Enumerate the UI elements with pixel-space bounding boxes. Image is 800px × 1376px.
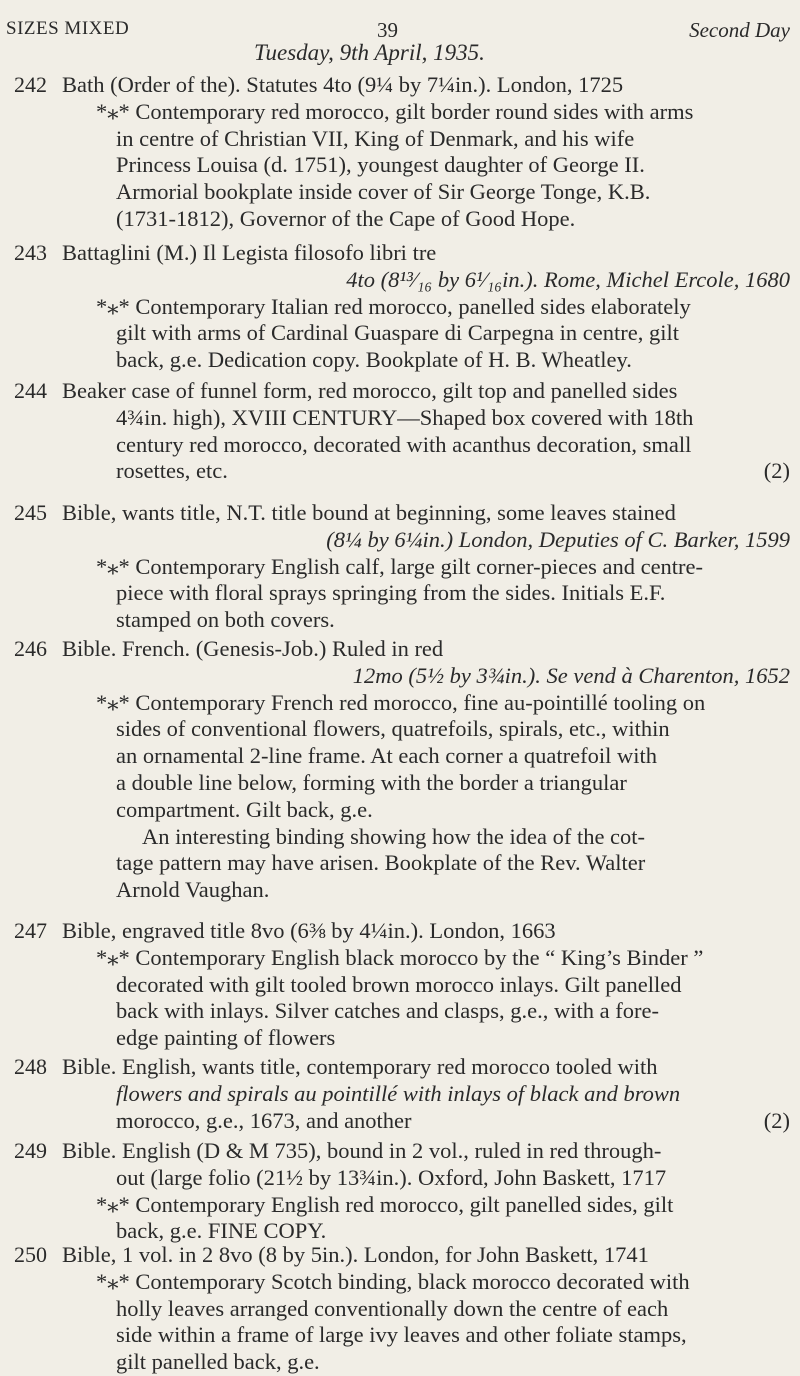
lot-line: Bible, engraved title 8vo (6⅜ by 4¼in.). London, 1663 — [62, 918, 556, 943]
lot-line: gilt panelled back, g.e. — [116, 1349, 320, 1375]
page-header — [0, 14, 800, 64]
lot-line: Bible. English, wants title, contemporary red morocco tooled with — [62, 1054, 658, 1079]
lot-number: 245 — [14, 500, 47, 525]
lot-line: *⁎* Contemporary English black morocco by the “ King’s Binder ” — [96, 944, 704, 970]
page-number: 39 — [377, 18, 398, 42]
lot-number: 246 — [14, 636, 47, 661]
lot-line: sides of conventional flowers, quatrefoils, spirals, etc., within — [116, 716, 670, 742]
lot-description — [62, 1054, 790, 1134]
lot-line: a double line below, forming with the border a triangular — [116, 769, 627, 795]
sale-date: Tuesday, 9th April, 1935. — [254, 40, 485, 65]
lot-line: Battaglini (M.) Il Legista filosofo libri tre — [62, 240, 437, 265]
lot-line — [62, 1108, 790, 1135]
lot-description — [62, 72, 790, 233]
lot-line: an ornamental 2-line frame. At each corner a quatrefoil with — [116, 743, 658, 769]
lot-description — [62, 240, 790, 374]
lot-line: 4¾in. high), XVIII CENTURY—Shaped box covered with 18th — [116, 404, 694, 430]
lot-line: *⁎* Contemporary French red morocco, fine au-pointillé tooling on — [96, 689, 706, 715]
lot-line: out (large folio (21½ by 13¾in.). Oxford, John Baskett, 1717 — [116, 1164, 667, 1190]
lot-line: 12mo (5½ by 3¾in.). Se vend à Charenton, 1652 — [352, 662, 790, 688]
lot-line: gilt with arms of Cardinal Guaspare di Carpegna in centre, gilt — [116, 320, 679, 346]
item-count: (2) — [763, 1107, 790, 1133]
lot-line: *⁎* Contemporary Scotch binding, black morocco decorated with — [96, 1268, 690, 1294]
lot-number: 250 — [14, 1242, 47, 1267]
lot-line-text: rosettes, etc. — [116, 458, 228, 484]
lot-line: Bible, wants title, N.T. title bound at beginning, some leaves stained — [62, 500, 676, 525]
lot-line: Bath (Order of the). Statutes 4to (9¼ by 7¼in.). London, 1725 — [62, 72, 624, 97]
lot-line: (8¼ by 6¼in.) London, Deputies of C. Barker, 1599 — [326, 526, 790, 552]
lot-line: Bible, 1 vol. in 2 8vo (8 by 5in.). London, for John Baskett, 1741 — [62, 1242, 649, 1267]
section-title: SIZES MIXED — [6, 18, 130, 39]
lot-description — [62, 1138, 790, 1245]
lot-line: Arnold Vaughan. — [116, 877, 270, 903]
lot-line: *⁎* Contemporary red morocco, gilt border round sides with arms — [96, 98, 694, 124]
lot-line: back with inlays. Silver catches and clasps, g.e., with a fore- — [116, 998, 659, 1024]
lot-line: Princess Louisa (d. 1751), youngest daughter of George II. — [116, 152, 645, 178]
lot-line: piece with floral sprays springing from the sides. Initials E.F. — [116, 580, 666, 606]
lot-number: 248 — [14, 1054, 47, 1079]
lot-description — [62, 636, 790, 904]
lot-line: Bible. French. (Genesis-Job.) Ruled in red — [62, 636, 444, 661]
lot-line: back, g.e. FINE COPY. — [116, 1218, 327, 1244]
lot-line: decorated with gilt tooled brown morocco inlays. Gilt panelled — [116, 971, 682, 997]
lot-number: 247 — [14, 918, 47, 943]
lot-description — [62, 918, 790, 1052]
lot-description — [62, 500, 790, 634]
lot-number: 249 — [14, 1138, 47, 1163]
lot-line: *⁎* Contemporary Italian red morocco, panelled sides elaborately — [96, 293, 691, 319]
lot-line: (1731-1812), Governor of the Cape of Good Hope. — [116, 205, 576, 231]
lot-description — [62, 1242, 790, 1376]
item-count: (2) — [763, 458, 790, 484]
lot-line: tage pattern may have arisen. Bookplate of the Rev. Walter — [116, 850, 646, 876]
lot-line: Armorial bookplate inside cover of Sir George Tonge, K.B. — [116, 179, 651, 205]
lot-line: side within a frame of large ivy leaves and other foliate stamps, — [116, 1322, 687, 1348]
lot-line: edge painting of flowers — [116, 1025, 336, 1051]
lot-line: An interesting binding showing how the idea of the cot- — [142, 823, 646, 849]
lot-line: 4to (8¹³⁄₁₆ by 6¹⁄₁₆in.). Rome, Michel Ercole, 1680 — [346, 266, 790, 292]
lot-line — [62, 458, 790, 485]
lot-line: stamped on both covers. — [116, 607, 335, 633]
sale-day: Second Day — [689, 18, 790, 42]
lot-line: *⁎* Contemporary English calf, large gilt corner-pieces and centre- — [96, 553, 704, 579]
lot-line: Bible. English (D & M 735), bound in 2 vol., ruled in red through- — [62, 1138, 662, 1163]
lot-number: 243 — [14, 240, 47, 265]
lot-description — [62, 378, 790, 485]
lot-number: 244 — [14, 378, 47, 403]
lot-line: in centre of Christian VII, King of Denmark, and his wife — [116, 125, 635, 151]
lot-line: flowers and spirals au pointillé with inlays of black and brown — [116, 1080, 681, 1106]
lot-number: 242 — [14, 72, 47, 97]
lot-line: holly leaves arranged conventionally down the centre of each — [116, 1295, 669, 1321]
lot-line: Beaker case of funnel form, red morocco, gilt top and panelled sides — [62, 378, 678, 403]
lot-line: century red morocco, decorated with acanthus decoration, small — [116, 431, 692, 457]
lot-line: compartment. Gilt back, g.e. — [116, 796, 373, 822]
lot-line: back, g.e. Dedication copy. Bookplate of H. B. Wheatley. — [116, 347, 632, 373]
lot-line: *⁎* Contemporary English red morocco, gilt panelled sides, gilt — [96, 1191, 674, 1217]
lot-line-text: morocco, g.e., 1673, and another — [116, 1107, 412, 1133]
